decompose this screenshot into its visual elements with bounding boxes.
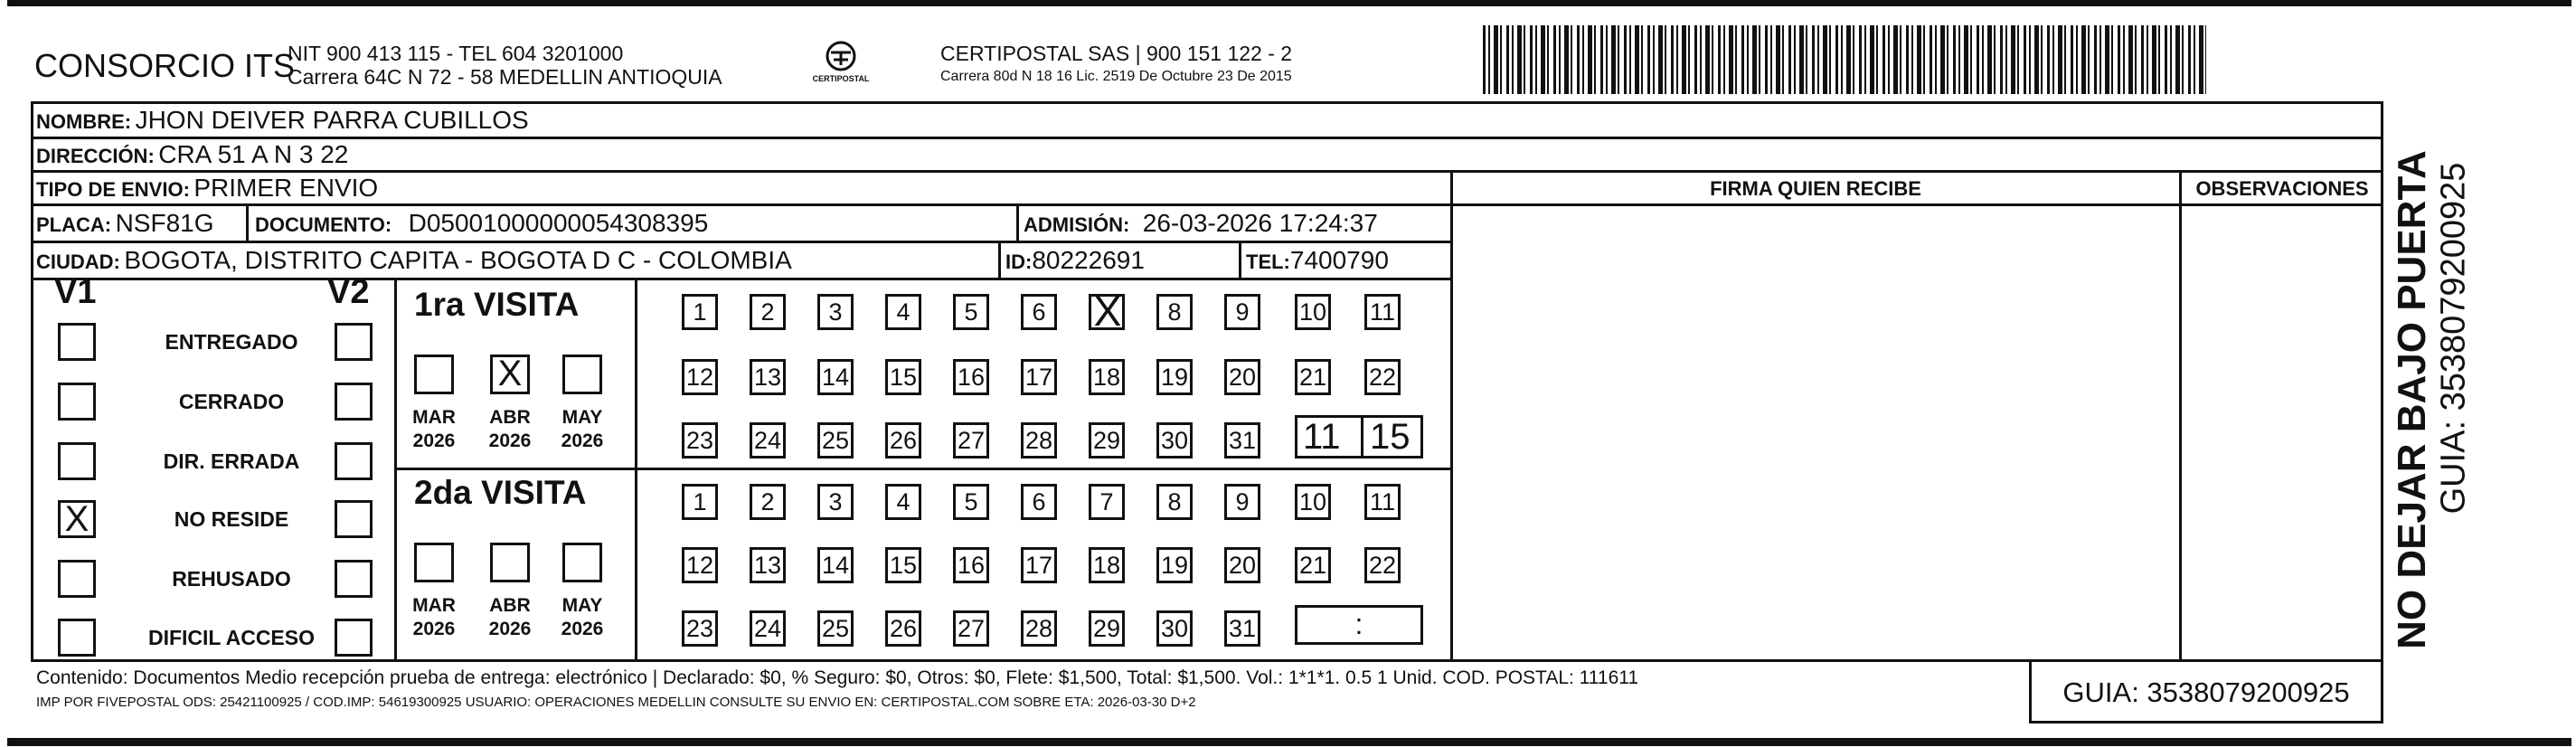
day-box[interactable]: 1 — [682, 294, 718, 330]
v1-checkbox[interactable] — [58, 323, 96, 361]
status-label: NO RESIDE — [174, 507, 289, 531]
id-value: 80222691 — [1032, 246, 1145, 274]
v1-checkbox[interactable] — [58, 383, 96, 421]
month-year: 2026 — [488, 430, 532, 451]
status-label: DIFICIL ACCESO — [147, 626, 315, 649]
day-box[interactable]: 23 — [682, 422, 718, 459]
placa-label: PLACA: — [36, 213, 112, 236]
day-box[interactable]: 13 — [750, 547, 786, 583]
day-box[interactable]: 9 — [1224, 484, 1260, 520]
day-box[interactable]: 15 — [885, 547, 921, 583]
day-box[interactable]: 21 — [1295, 547, 1331, 583]
day-box[interactable]: 9 — [1224, 294, 1260, 330]
nombre-value: JHON DEIVER PARRA CUBILLOS — [135, 106, 529, 134]
day-box[interactable]: 2 — [750, 294, 786, 330]
placa-cell — [36, 209, 214, 238]
visit1-time-sep — [1361, 416, 1363, 456]
day-box[interactable] — [1089, 288, 1125, 335]
company-name: CONSORCIO ITS — [34, 47, 296, 84]
day-box[interactable]: 26 — [885, 610, 921, 647]
v1-checkbox[interactable] — [58, 442, 96, 480]
day-box[interactable]: 11 — [1364, 484, 1401, 520]
day-box[interactable]: 22 — [1364, 359, 1401, 395]
visit1-time-hour: 11 — [1303, 417, 1341, 457]
visit2-time-box[interactable]: : — [1295, 605, 1423, 645]
day-box[interactable]: 23 — [682, 610, 718, 647]
day-check-mark: X — [1093, 288, 1122, 335]
documento-label: DOCUMENTO: — [255, 213, 392, 236]
day-box[interactable]: 29 — [1089, 422, 1125, 459]
v2-checkbox[interactable] — [335, 500, 373, 538]
tel-label: TEL: — [1246, 251, 1290, 273]
day-box[interactable]: 16 — [953, 547, 989, 583]
documento-value: D05001000000054308395 — [408, 209, 709, 237]
status-label: DIR. ERRADA — [163, 449, 300, 473]
day-box[interactable]: 27 — [953, 422, 989, 459]
day-box[interactable]: 8 — [1156, 294, 1193, 330]
day-box[interactable]: 19 — [1156, 547, 1193, 583]
v1-header: V1 — [54, 273, 97, 311]
month-label: MAY — [561, 407, 603, 428]
status-label: ENTREGADO — [165, 330, 298, 354]
day-box[interactable]: 28 — [1021, 422, 1057, 459]
day-box[interactable]: 24 — [750, 610, 786, 647]
v2-checkbox[interactable] — [335, 442, 373, 480]
month-checkbox[interactable]: X — [490, 355, 530, 394]
day-box[interactable]: 2 — [750, 484, 786, 520]
month-year: 2026 — [412, 430, 456, 451]
v2-checkbox[interactable] — [335, 560, 373, 598]
direccion-label: DIRECCIÓN: — [36, 145, 155, 167]
footer-contenido: Contenido: Documentos Medio recepción prueba de entrega: electrónico | Declarado: $0, % Seguro: $0, Otros: $0, Flete: $1,500, Total: $1,500. Vol.: 1*1*1. 0.5 1 Unid. COD. POSTAL: 111611 — [36, 667, 1639, 688]
day-box[interactable]: 12 — [682, 547, 718, 583]
side-guia: GUIA: 3538079200925 — [2434, 162, 2473, 515]
direccion-row — [36, 140, 348, 169]
day-box[interactable]: 27 — [953, 610, 989, 647]
v1-checkbox[interactable]: X — [58, 500, 96, 538]
tel-cell — [1246, 246, 1389, 275]
tipo-row — [36, 174, 378, 203]
side-warning: NO DEJAR BAJO PUERTA — [2390, 150, 2434, 649]
tel-value: 7400790 — [1289, 246, 1389, 274]
month-year: 2026 — [561, 430, 604, 451]
day-box[interactable]: 14 — [817, 359, 854, 395]
carrier-name: CERTIPOSTAL SAS | 900 151 122 - 2 — [940, 42, 1293, 65]
ciudad-cell — [36, 246, 792, 275]
month-checkbox[interactable] — [414, 355, 454, 394]
day-box[interactable]: 25 — [817, 422, 854, 459]
month-label: MAR — [412, 595, 456, 616]
carrier-address: Carrera 80d N 18 16 Lic. 2519 De Octubre 23 De 2015 — [940, 69, 1292, 84]
certipostal-logo — [812, 38, 870, 90]
month-label: MAR — [412, 407, 456, 428]
logo-text: CERTIPOSTAL — [812, 74, 870, 83]
admision-cell — [1024, 209, 1378, 238]
firma-header: FIRMA QUIEN RECIBE — [1710, 177, 1921, 200]
ciudad-value: BOGOTA, DISTRITO CAPITA - BOGOTA D C - COLOMBIA — [124, 246, 792, 274]
day-box[interactable]: 22 — [1364, 547, 1401, 583]
month-label: MAY — [561, 595, 603, 616]
day-box[interactable]: 4 — [885, 484, 921, 520]
day-box[interactable]: 8 — [1156, 484, 1193, 520]
day-box[interactable]: 31 — [1224, 422, 1260, 459]
v2-checkbox[interactable] — [335, 323, 373, 361]
status-label: REHUSADO — [172, 567, 291, 591]
id-cell — [1005, 246, 1145, 275]
month-checkbox[interactable] — [562, 355, 602, 394]
company-nit-tel: NIT 900 413 115 - TEL 604 3201000 — [288, 42, 624, 65]
bottom-rule — [7, 738, 2571, 746]
ciudad-label: CIUDAD: — [36, 251, 120, 273]
tipo-value: PRIMER ENVIO — [193, 174, 379, 202]
day-box[interactable]: 12 — [682, 359, 718, 395]
day-box[interactable]: 29 — [1089, 610, 1125, 647]
month-label: ABR — [489, 595, 531, 616]
top-rule — [7, 0, 2571, 6]
month-label: ABR — [489, 407, 531, 428]
v2-header: V2 — [327, 273, 370, 311]
day-box[interactable]: 30 — [1156, 422, 1193, 459]
day-box[interactable]: 20 — [1224, 547, 1260, 583]
day-box[interactable]: 5 — [953, 484, 989, 520]
day-box[interactable]: 3 — [817, 484, 854, 520]
day-box[interactable]: 14 — [817, 547, 854, 583]
company-address: Carrera 64C N 72 - 58 MEDELLIN ANTIOQUIA — [288, 65, 722, 89]
direccion-value: CRA 51 A N 3 22 — [158, 140, 349, 168]
day-box[interactable]: 16 — [953, 359, 989, 395]
day-box[interactable]: 17 — [1021, 359, 1057, 395]
day-box[interactable]: 10 — [1295, 294, 1331, 330]
day-box[interactable]: 11 — [1364, 294, 1401, 330]
day-box[interactable]: 30 — [1156, 610, 1193, 647]
id-label: ID: — [1005, 251, 1033, 273]
documento-cell — [255, 209, 708, 238]
month-checkbox[interactable] — [490, 543, 530, 582]
v2-checkbox[interactable] — [335, 383, 373, 421]
footer-guia: GUIA: 3538079200925 — [2062, 676, 2350, 708]
day-box[interactable]: 6 — [1021, 294, 1057, 330]
visit1-time-min: 15 — [1370, 417, 1411, 457]
day-box[interactable]: 18 — [1089, 359, 1125, 395]
day-box[interactable]: 1 — [682, 484, 718, 520]
v1-checkbox[interactable] — [58, 560, 96, 598]
day-box[interactable]: 19 — [1156, 359, 1193, 395]
month-checkbox[interactable] — [414, 543, 454, 582]
day-box[interactable]: 24 — [750, 422, 786, 459]
day-box[interactable]: 28 — [1021, 610, 1057, 647]
status-label: CERRADO — [178, 390, 285, 413]
day-box[interactable]: 6 — [1021, 484, 1057, 520]
month-year: 2026 — [412, 619, 456, 639]
day-box[interactable]: 20 — [1224, 359, 1260, 395]
nombre-label: NOMBRE: — [36, 110, 132, 133]
day-box[interactable]: 15 — [885, 359, 921, 395]
admision-value: 26-03-2026 17:24:37 — [1142, 209, 1378, 237]
day-box[interactable]: 4 — [885, 294, 921, 330]
month-checkbox[interactable] — [562, 543, 602, 582]
visit1-time-box[interactable] — [1295, 415, 1423, 459]
visit1-title: 1ra VISITA — [414, 286, 580, 323]
barcode — [1483, 25, 2206, 94]
admision-label: ADMISIÓN: — [1024, 213, 1130, 236]
day-box[interactable]: 10 — [1295, 484, 1331, 520]
day-box[interactable]: 13 — [750, 359, 786, 395]
footer-imp: IMP POR FIVEPOSTAL ODS: 25421100925 / COD.IMP: 54619300925 USUARIO: OPERACIONES MEDELLIN CONSULTE SU ENVIO EN: CERTIPOSTAL.COM SOBRE ETA: 2026-03-30 D+2 — [36, 695, 1196, 710]
day-box[interactable]: 31 — [1224, 610, 1260, 647]
month-year: 2026 — [488, 619, 532, 639]
nombre-row — [36, 106, 529, 135]
day-box[interactable]: 3 — [817, 294, 854, 330]
day-box[interactable]: 25 — [817, 610, 854, 647]
observaciones-header: OBSERVACIONES — [2195, 177, 2369, 200]
day-box[interactable]: 17 — [1021, 547, 1057, 583]
tipo-label: TIPO DE ENVIO: — [36, 178, 190, 201]
day-box[interactable]: 18 — [1089, 547, 1125, 583]
day-box[interactable]: 5 — [953, 294, 989, 330]
day-box[interactable]: 7 — [1089, 484, 1125, 520]
v1-checkbox[interactable] — [58, 619, 96, 657]
day-box[interactable]: 21 — [1295, 359, 1331, 395]
visit2-title: 2da VISITA — [414, 474, 587, 511]
month-year: 2026 — [561, 619, 604, 639]
v2-checkbox[interactable] — [335, 619, 373, 657]
day-box[interactable]: 26 — [885, 422, 921, 459]
placa-value: NSF81G — [115, 209, 214, 237]
